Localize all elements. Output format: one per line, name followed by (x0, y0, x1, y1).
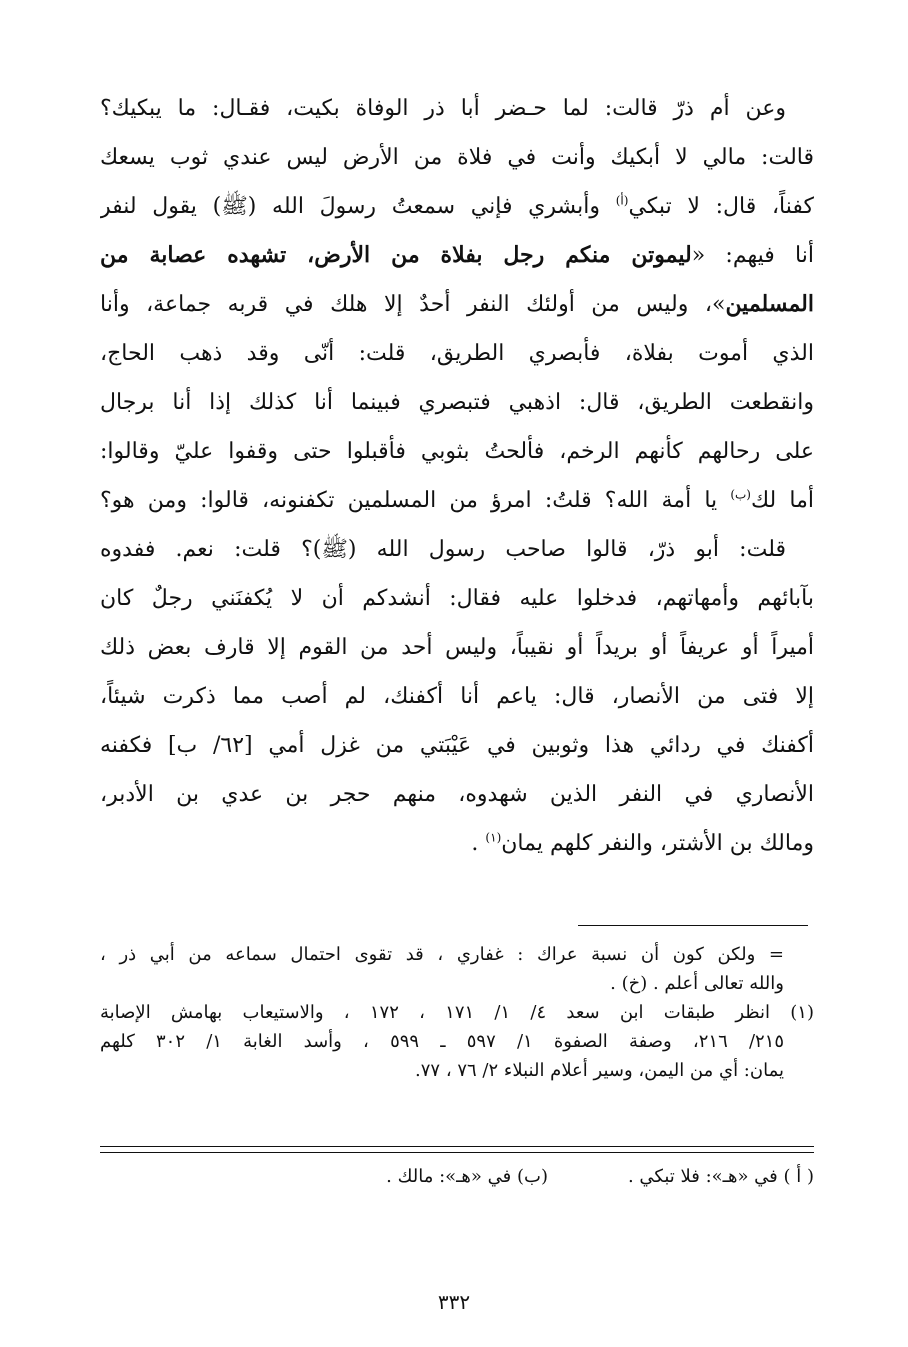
text-run: أما لك (751, 488, 814, 513)
text-line: بآبائهم وأمهاتهم، فدخلوا عليه فقال: أنشدكم أن لا يُكفنَني رجلٌ كان (100, 586, 814, 611)
text-run: كفناً، قال: لا تبكي (628, 194, 814, 219)
text-line: أكفنك في ردائي هذا وثوبين في عَيْبَتي من غزل أمي [٦٢/ ب] فكفنه (100, 733, 814, 758)
text-line (100, 819, 814, 868)
footnote-line: والله تعالى أعلم . (خ) . (610, 973, 784, 994)
text-line: على رحالهم كأنهم الرخم، فألحتُ بثوبي فأقبلوا حتى وقفوا عليّ وقالوا: (100, 439, 814, 464)
text-line: أميراً أو عريفاً أو بريداً أو نقيباً، وليس أحد من القوم إلا قارف بعض ذلك (100, 635, 814, 660)
footnote-marker: (١) (485, 830, 502, 845)
text-line: الذي أموت بفلاة، فأبصري الطريق، قلت: أنّى وقد ذهب الحاج، (100, 341, 814, 366)
manuscript-variants (100, 1162, 814, 1192)
footnote-line: ٢١٥/ ٢١٦، وصفة الصفوة ١/ ٥٩٧ ـ ٥٩٩ ، وأسد الغابة ١/ ٣٠٢ كلهم (100, 1031, 785, 1052)
footnote-separator (578, 925, 808, 926)
text-run: يا أمة الله؟ قلتُ: امرؤ من المسلمين تكفنونه، قالوا: ومن هو؟ (100, 488, 718, 513)
text-line: وانقطعت الطريق، قال: اذهبي فتبصري فبينما أنا كذلك إذا أنا برجال (100, 390, 814, 415)
text-run: أنا فيهم: « (691, 243, 814, 268)
text-line (100, 280, 814, 329)
page-number: ٣٣٢ (437, 1290, 471, 1314)
text-line (100, 231, 814, 280)
footnote-marker: (ب) (730, 487, 751, 502)
text-run: . (471, 831, 479, 856)
main-text (100, 84, 814, 868)
text-line: قلت: أبو ذرّ، قالوا صاحب رسول الله (ﷺ)؟ قلت: نعم. ففدوه (100, 537, 786, 562)
text-line: إلا فتى من الأنصار، قال: ياعم أنا أكفنك، لم أصب مما ذكرت شيئاً، (100, 684, 814, 709)
text-run: وأبشري فإني سمعتُ رسولَ الله (ﷺ) يقول لنفر (100, 194, 601, 219)
text-line: قالت: مالي لا أبكيك وأنت في فلاة من الأرض ليس عندي ثوب يسعك (100, 145, 814, 170)
variant-note-b: (ب) في «هـ»: مالك . (386, 1166, 548, 1187)
variant-note-a: ( أ ) في «هـ»: فلا تبكي . (627, 1166, 814, 1187)
text-line (100, 182, 814, 231)
footnote-line: يمان: أي من اليمن، وسير أعلام النبلاء ٢/ ٧٦ ، ٧٧. (415, 1060, 784, 1081)
text-run: ومالك بن الأشتر، والنفر كلهم يمان (501, 831, 814, 856)
hadith-text: ليموتن منكم رجل بفلاة من الأرض، تشهده عصابة من (100, 242, 692, 268)
footnote-line: = ولكن كون أن نسبة عراك : غفاري ، قد تقوى احتمال سماعه من أبي ذر ، (100, 944, 784, 965)
text-line (100, 476, 814, 525)
text-line: الأنصاري في النفر الذين شهدوه، منهم حجر بن عدي بن الأدبر، (100, 782, 814, 807)
footnote-marker: (أ) (615, 193, 629, 208)
variants-separator (100, 1146, 814, 1153)
hadith-text: المسلمين (725, 291, 814, 317)
footnotes (100, 940, 814, 1085)
footnote-line: (١) انظر طبقات ابن سعد ٤/ ١/ ١٧١ ، ١٧٢ ، والاستيعاب بهامش الإصابة (100, 1002, 814, 1023)
text-run: »، وليس من أولئك النفر أحدٌ إلا هلك في قربه جماعة، وأنا (100, 292, 726, 317)
text-line: وعن أم ذرّ قالت: لما حـضر أبا ذر الوفاة بكيت، فقـال: ما يبكيك؟ (100, 96, 786, 121)
